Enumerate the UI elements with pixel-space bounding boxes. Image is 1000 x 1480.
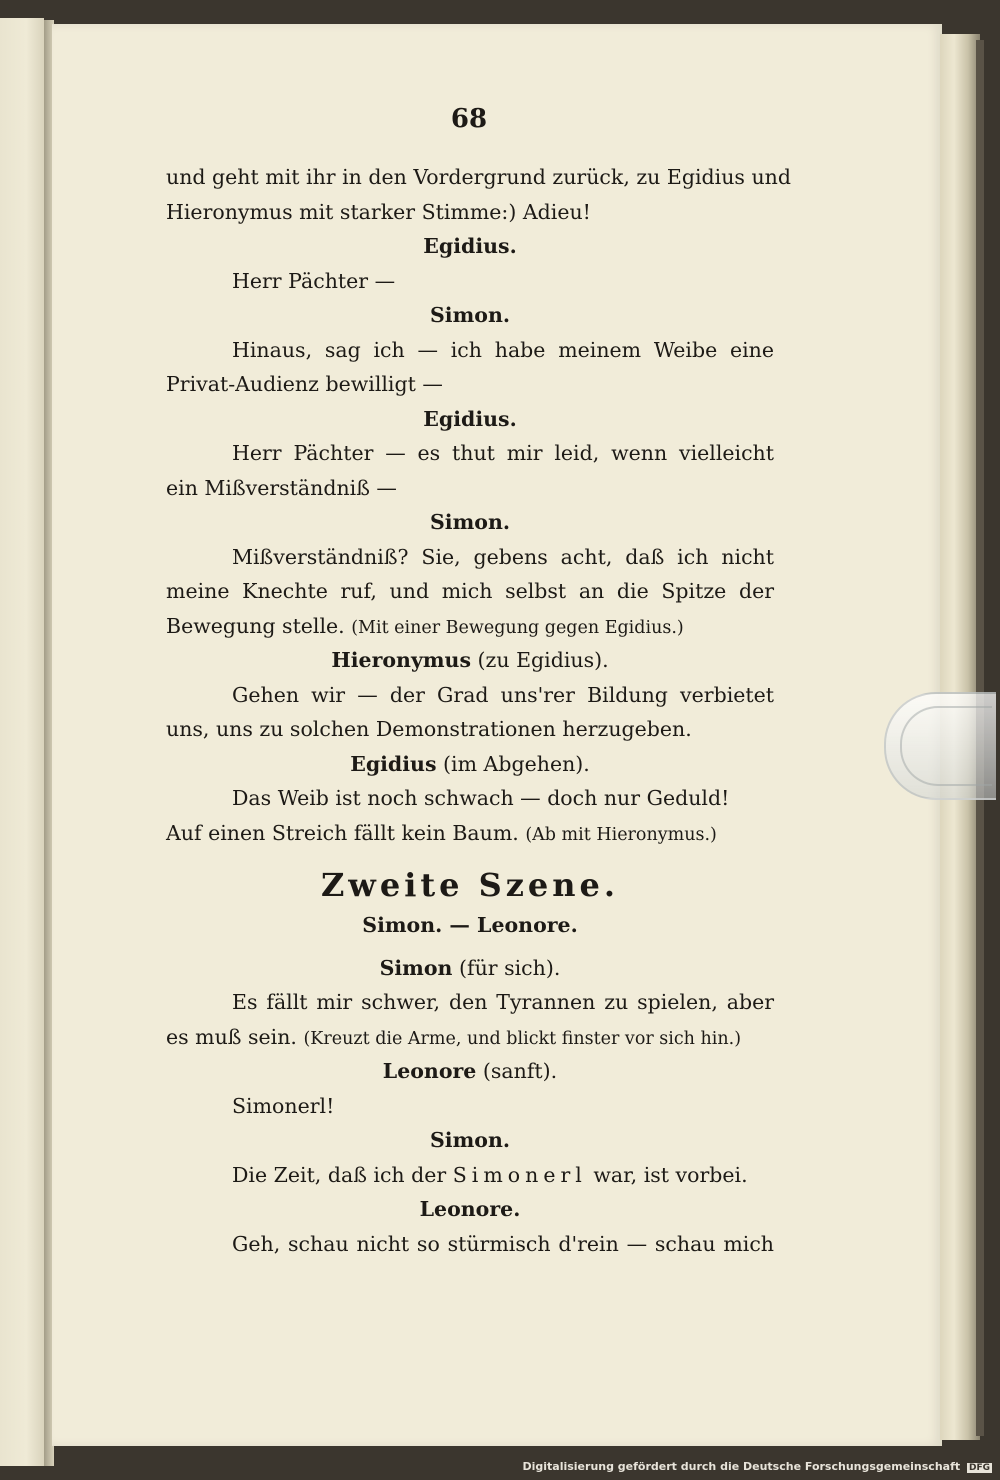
speaker-line [166, 951, 774, 986]
footer-text: Digitalisierung gefördert durch die Deutsche Forschungsgemeinschaft [522, 1460, 961, 1473]
stage-direction: (Ab mit Hieronymus.) [525, 824, 717, 845]
speaker-name: Simon. [430, 510, 510, 534]
emphasized-word: Simonerl [452, 1162, 587, 1187]
text-line: Es fällt mir schwer, den Tyrannen zu spielen, aber [232, 990, 774, 1014]
text-line: Das Weib ist noch schwach — doch nur Geduld! [232, 786, 730, 810]
text-line: Simonerl! [232, 1093, 335, 1118]
text-segment: Die Zeit, daß ich der [232, 1162, 447, 1187]
page-text [166, 160, 791, 1261]
stage-direction: (sanft). [482, 1059, 558, 1083]
speaker-name: Simon. [430, 303, 510, 327]
speaker-name: Leonore. [419, 1197, 521, 1221]
text-line: uns, uns zu solchen Demonstrationen herzugeben. [166, 717, 692, 741]
text-line: meine Knechte ruf, und mich selbst an die Spitze der [166, 579, 774, 603]
text-line: und geht mit ihr in den Vordergrund zurück, zu Egidius und [166, 165, 791, 189]
text-line: Herr Pächter — [232, 268, 396, 293]
speaker-name: Leonore [382, 1059, 477, 1083]
stage-direction: (im Abgehen). [443, 751, 590, 776]
text-line: Mißverständniß? Sie, gebens acht, daß ich nicht [232, 544, 774, 569]
scene-heading: Zweite Szene. [320, 866, 620, 904]
stage-direction: (Kreuzt die Arme, und blickt finster vor sich hin.) [303, 1028, 742, 1049]
stage-direction: (zu Egidius). [477, 648, 609, 672]
speaker-line [166, 643, 774, 678]
speaker-name: Hieronymus [331, 648, 472, 672]
text-segment: war, ist vorbei. [593, 1162, 748, 1187]
speaker-line [166, 747, 774, 782]
speaker-name: Simon. [430, 1128, 510, 1152]
text-line: Herr Pächter — es thut mir leid, wenn vielleicht [232, 441, 774, 465]
text-line: Geh, schau nicht so stürmisch d'rein — schau mich [232, 1231, 774, 1256]
footer-credit [522, 1458, 992, 1476]
speaker-name: Egidius. [423, 406, 517, 431]
dfg-logo: DFG [968, 1463, 990, 1473]
text-line: Gehen wir — der Grad uns'rer Bildung verbietet [232, 682, 774, 707]
speaker-line [166, 1054, 774, 1089]
page-number: 68 [450, 104, 488, 134]
text-line [166, 1020, 774, 1055]
speaker-name: Egidius. [423, 234, 517, 258]
text-line: Hieronymus mit starker Stimme:) Adieu! [166, 199, 591, 224]
text-segment: Auf einen Streich fällt kein Baum. [166, 820, 519, 845]
text-segment: Bewegung stelle. [166, 613, 345, 638]
text-line: Hinaus, sag ich — ich habe meinem Weibe eine [232, 337, 774, 362]
text-segment: es muß sein. [166, 1024, 297, 1049]
left-page-edge [0, 18, 44, 1466]
stage-direction: (für sich). [459, 955, 561, 980]
text-line: ein Mißverständniß — [166, 475, 397, 500]
text-line [166, 609, 774, 644]
stage-direction: (Mit einer Bewegung gegen Egidius.) [351, 617, 684, 638]
text-line: Privat-Audienz bewilligt — [166, 372, 443, 396]
text-line [166, 1158, 774, 1193]
speaker-name: Egidius [350, 751, 437, 776]
page-clip-inner [900, 706, 992, 786]
speaker-name: Simon [379, 955, 453, 980]
scene-characters: Simon. — Leonore. [362, 913, 578, 937]
text-line [166, 816, 774, 851]
